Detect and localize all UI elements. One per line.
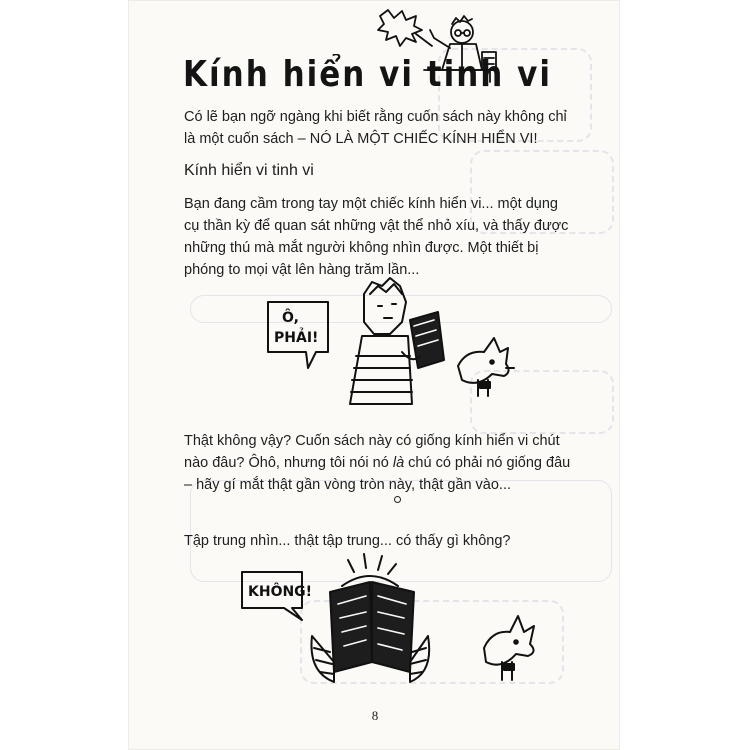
bubble-text-line-1: Ô, xyxy=(282,310,299,326)
tiny-circle-mark xyxy=(394,496,401,503)
section-heading: Kính hiển vi tinh vi xyxy=(184,162,314,179)
intro-paragraph: Có lẽ bạn ngỡ ngàng khi biết rằng cuốn sách này không chỉ là một cuốn sách – NÓ LÀ MỘT CHIẾC KÍNH HIỂN VI! xyxy=(184,109,567,147)
body-paragraph-3: Tập trung nhìn... thật tập trung... có thấy gì không? xyxy=(184,533,511,549)
body-paragraph-2-end: chú có phải nó giống đâu – hãy gí mắt thật gần vòng tròn này, thật gần vào... xyxy=(184,455,571,493)
scientist-at-desk-icon xyxy=(372,8,502,84)
body-paragraph-1: Bạn đang cầm trong tay một chiếc kính hiển vi... một dụng cụ thần kỳ để quan sát những vật thể nhỏ xíu, và thấy được những thú mà mắt người không nhìn được. Một thiết bị phóng to mọi vật lên hàng trăm lần... xyxy=(184,196,569,278)
bubble-text-line-2: PHẢI! xyxy=(274,330,319,346)
bubble-text-no: KHÔNG! xyxy=(248,584,313,600)
body-paragraph-2 xyxy=(184,430,576,496)
boy-holding-book-icon xyxy=(262,272,524,412)
page-number: 8 xyxy=(371,708,379,723)
page-title: Kính hiển vi tinh vi xyxy=(183,54,552,96)
boy-face-in-book-icon xyxy=(238,552,558,692)
body-paragraph-2-start: Thật không vậy? Cuốn sách này có giống kính hiển vi chút nào đâu? Ôhô, nhưng tôi nói nó xyxy=(184,433,560,471)
emphasis-text: là xyxy=(392,455,405,471)
